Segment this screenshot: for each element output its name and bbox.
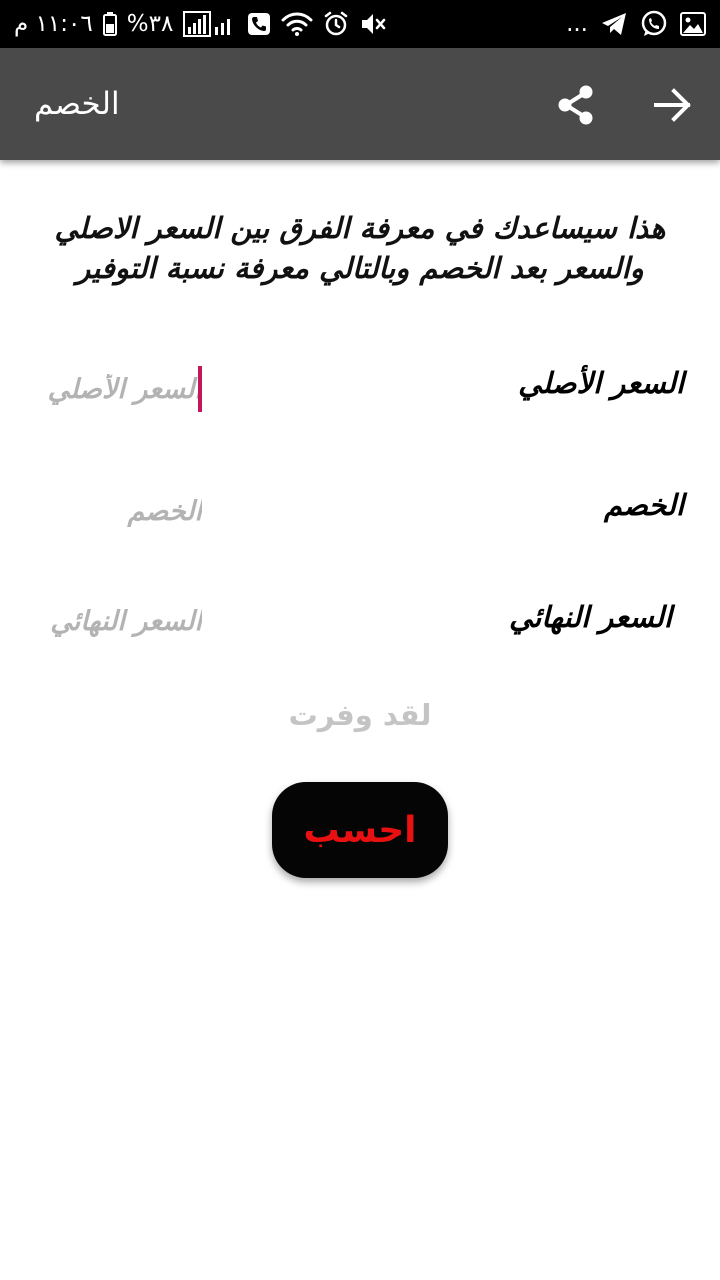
battery-icon [103,12,117,36]
calculate-button[interactable]: احسب [272,782,448,878]
share-icon [551,80,601,130]
status-left-group [14,0,387,48]
page-title: الخصم [34,86,120,122]
status-bar [0,0,720,48]
telegram-icon [600,11,628,37]
status-right-group [566,0,706,48]
savings-result-text: لقد وفرت [288,698,432,732]
arrow-right-icon [648,80,698,130]
back-button[interactable] [648,80,698,130]
alarm-icon [323,11,349,37]
status-overflow: ... [566,11,588,37]
signal-icon [183,11,237,37]
phone-icon [247,12,271,36]
final-price-input[interactable] [36,598,202,644]
mute-icon [359,11,387,37]
app-bar [0,48,720,160]
discount-label: الخصم [603,488,684,522]
gallery-icon [680,12,706,36]
text-caret [198,366,202,412]
original-price-label: السعر الأصلي [518,366,684,400]
original-price-input[interactable] [36,366,202,412]
battery-percent: %٣٨ [126,11,174,37]
discount-input[interactable] [36,488,202,534]
final-price-label: السعر النهائي [509,600,672,634]
wifi-icon [281,11,313,37]
status-time: ١١:٠٦ م [14,11,93,37]
whatsapp-icon [640,10,668,38]
intro-description: هذا سيساعدك في معرفة الفرق بين السعر الاصلي والسعر بعد الخصم وبالتالي معرفة نسبة التوفير [54,211,666,285]
share-button[interactable] [551,80,601,130]
